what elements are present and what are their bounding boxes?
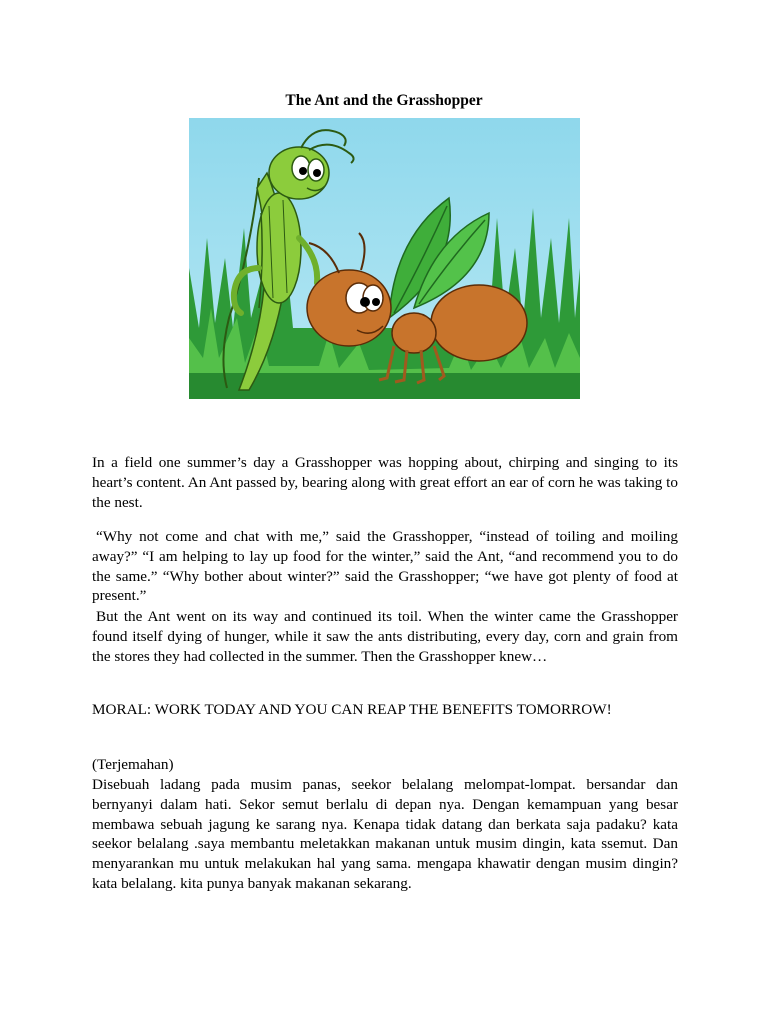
story-text: “Why not come and chat with me,” said the Grasshopper, “instead of toiling and moiling away?” “I am helping to lay up food for the winter,” said the Ant, “and recommend you to do the same.” “Why bother about winter?” said the Grasshopper; “we have got plenty of food at present.” (92, 528, 678, 605)
moral-paragraph (92, 700, 678, 720)
story-paragraph-2 (92, 527, 678, 606)
translation-text: Disebuah ladang pada musim panas, seekor belalang melompat-lompat. bersandar dan bernyanyi dalam hati. Sekor semut berlalu di depan nya. Dengan kemampuan yang besar membawa sebuah jagung ke sarang nya. Kenapa tidak datang dan berkata saja padaku? kata seekor belalang .saya membantu meletakkan makanan untuk musim dingin, kata ssemut. Dan menyarankan mu untuk melakukan hal yang sama. mengapa khawatir dengan musim dingin? kata belalang. kita punya banyak makanan sekarang. (92, 776, 678, 892)
story-paragraph-1 (92, 453, 678, 512)
story-paragraph-3 (92, 607, 678, 666)
translation-paragraph (92, 775, 678, 894)
story-text: In a field one summer’s day a Grasshopper was hopping about, chirping and singing to its heart’s content. An Ant passed by, bearing along with great effort an ear of corn he was taking to the nest. (92, 454, 678, 511)
story-illustration (189, 118, 580, 399)
translation-heading (92, 755, 678, 775)
moral-text: MORAL: WORK TODAY AND YOU CAN REAP THE BENEFITS TOMORROW! (92, 701, 612, 718)
page-title: The Ant and the Grasshopper (285, 92, 483, 109)
story-text: But the Ant went on its way and continued its toil. When the winter came the Grasshopper found itself dying of hunger, while it saw the ants distributing, every day, corn and grain from the stores they had collected in the summer. Then the Grasshopper knew… (92, 608, 678, 665)
translation-label: (Terjemahan) (92, 756, 174, 773)
